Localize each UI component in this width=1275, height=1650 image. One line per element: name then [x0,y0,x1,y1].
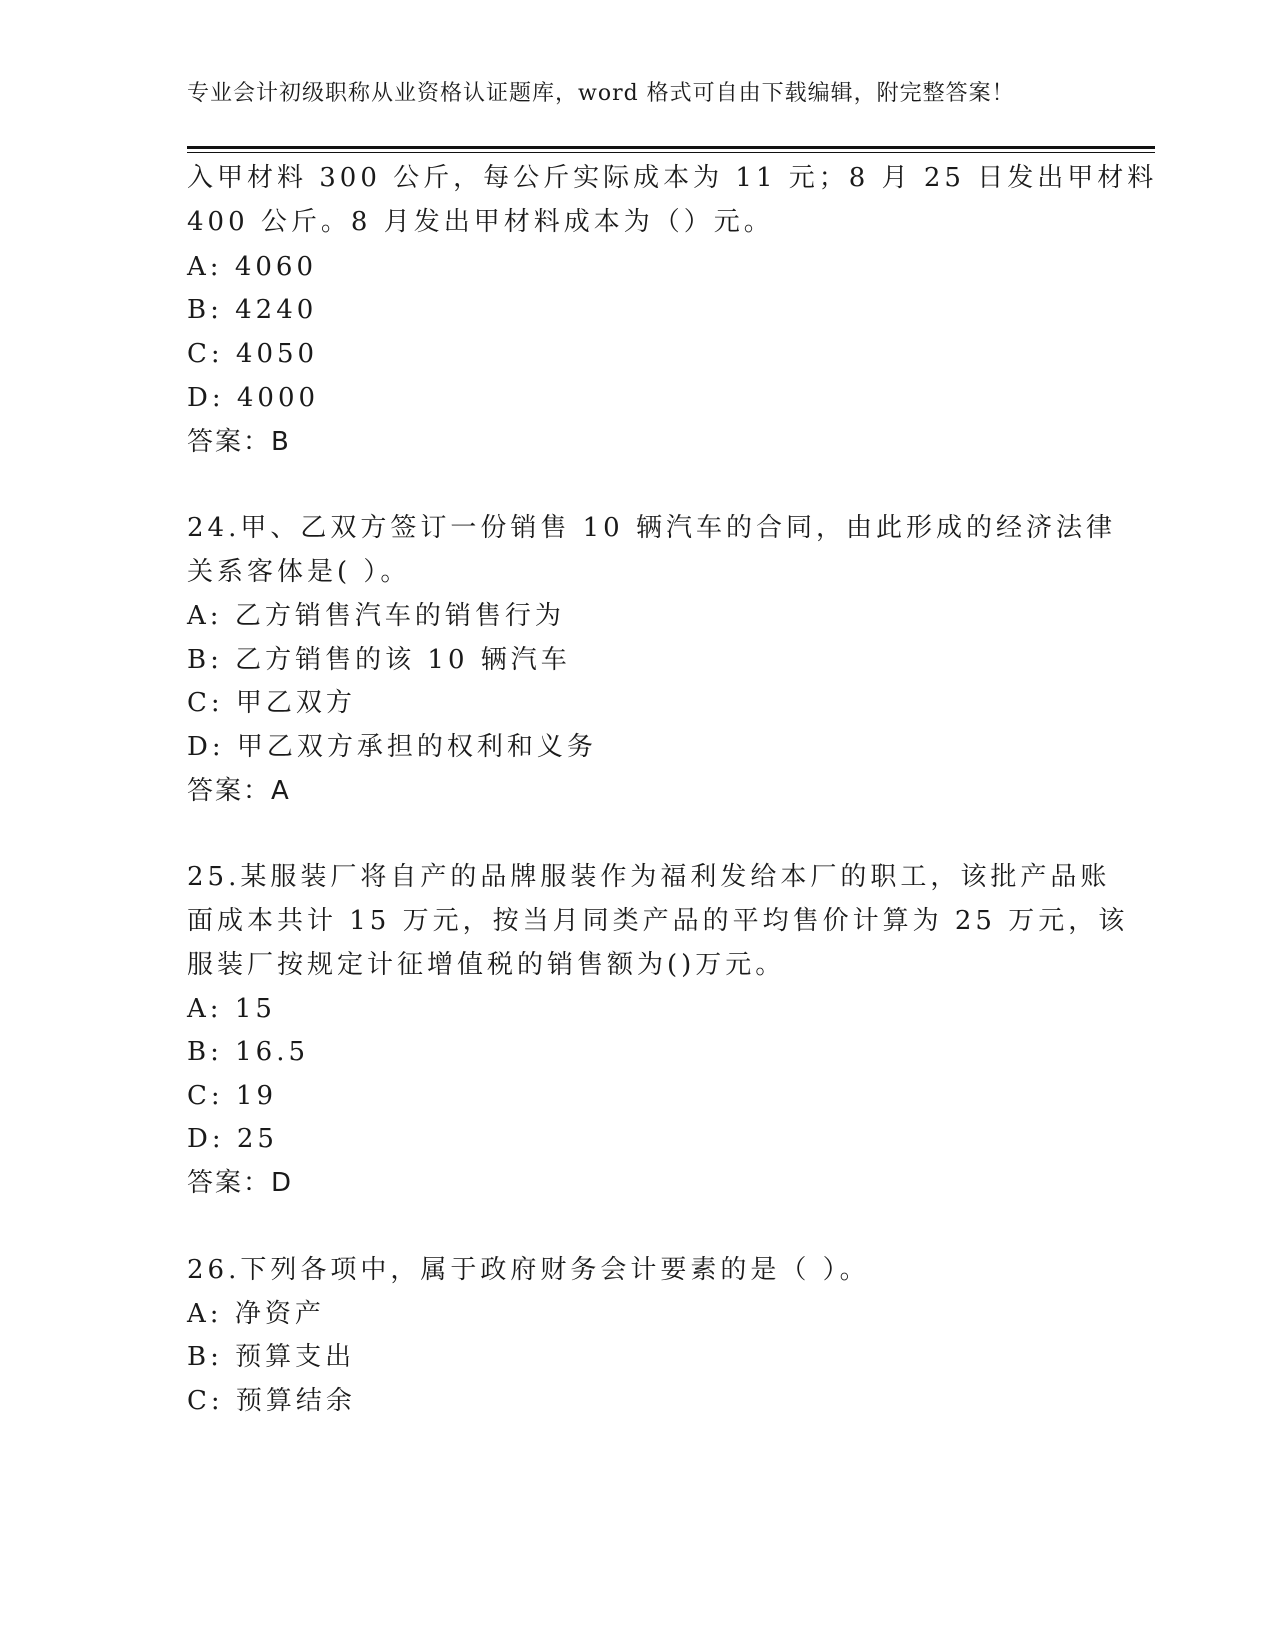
option-d [187,732,597,762]
option-text: 甲乙双方承担的权利和义务 [236,732,597,762]
answer: 答案：A [187,776,291,806]
option-letter: C: [187,1386,224,1416]
question-text-line: 26.下列各项中，属于政府财务会计要素的是（ ）。 [187,1255,870,1285]
question-text-line: 400 公斤。8 月发出甲材料成本为（）元。 [187,207,774,237]
question-text-line: 服装厂按规定计征增值税的销售额为()万元。 [187,950,786,980]
option-letter: D: [187,1124,225,1154]
question-text-line: 入甲材料 300 公斤，每公斤实际成本为 11 元；8 月 25 日发出甲材料 [187,163,1158,193]
option-letter: D: [187,383,225,413]
option-c [187,1386,356,1416]
option-text: 预算支出 [235,1342,356,1372]
question-text-line: 面成本共计 15 万元，按当月同类产品的平均售价计算为 25 万元，该 [187,906,1129,936]
header-rule-thin [187,152,1155,153]
option-text: 甲乙双方 [235,688,356,718]
option-d [187,1124,278,1154]
option-a [187,1299,325,1329]
option-text: 19 [235,1081,278,1111]
option-letter: A: [187,994,223,1024]
option-letter: A: [187,1299,223,1329]
question-text-line: 24.甲、乙双方签订一份销售 10 辆汽车的合同，由此形成的经济法律 [187,513,1116,543]
option-text: 4000 [236,383,320,413]
question-text-line: 25.某服装厂将自产的品牌服装作为福利发给本厂的职工，该批产品账 [187,862,1111,892]
option-a [187,252,317,282]
answer: 答案：B [187,427,291,457]
page-header: 专业会计初级职称从业资格认证题库，word 格式可自由下载编辑，附完整答案！ [187,81,1015,106]
option-letter: C: [187,1081,224,1111]
option-text: 4050 [235,339,319,369]
option-b [187,1342,355,1372]
option-text: 15 [234,994,276,1024]
option-d [187,383,319,413]
option-text: 16.5 [235,1037,310,1067]
option-letter: A: [187,252,223,282]
option-b [187,295,317,325]
answer: 答案：D [187,1168,294,1198]
option-letter: D: [187,732,225,762]
option-a [187,601,565,631]
header-rule-thick [187,146,1155,149]
option-letter: C: [187,688,224,718]
option-letter: B: [187,1037,223,1067]
option-a [187,994,276,1024]
option-text: 预算结余 [235,1386,356,1416]
option-letter: B: [187,1342,223,1372]
option-c [187,339,318,369]
option-text: 4240 [235,295,318,325]
option-c [187,1081,277,1111]
option-c [187,688,356,718]
question-text-line: 关系客体是( ）。 [187,557,411,587]
option-b [187,645,571,675]
option-letter: C: [187,339,224,369]
option-letter: B: [187,645,223,675]
option-text: 乙方销售的该 10 辆汽车 [235,645,571,675]
option-b [187,1037,309,1067]
option-text: 乙方销售汽车的销售行为 [234,601,565,631]
option-text: 4060 [234,252,317,282]
option-letter: A: [187,601,223,631]
option-text: 25 [236,1124,278,1154]
option-letter: B: [187,295,223,325]
option-text: 净资产 [234,1299,325,1329]
